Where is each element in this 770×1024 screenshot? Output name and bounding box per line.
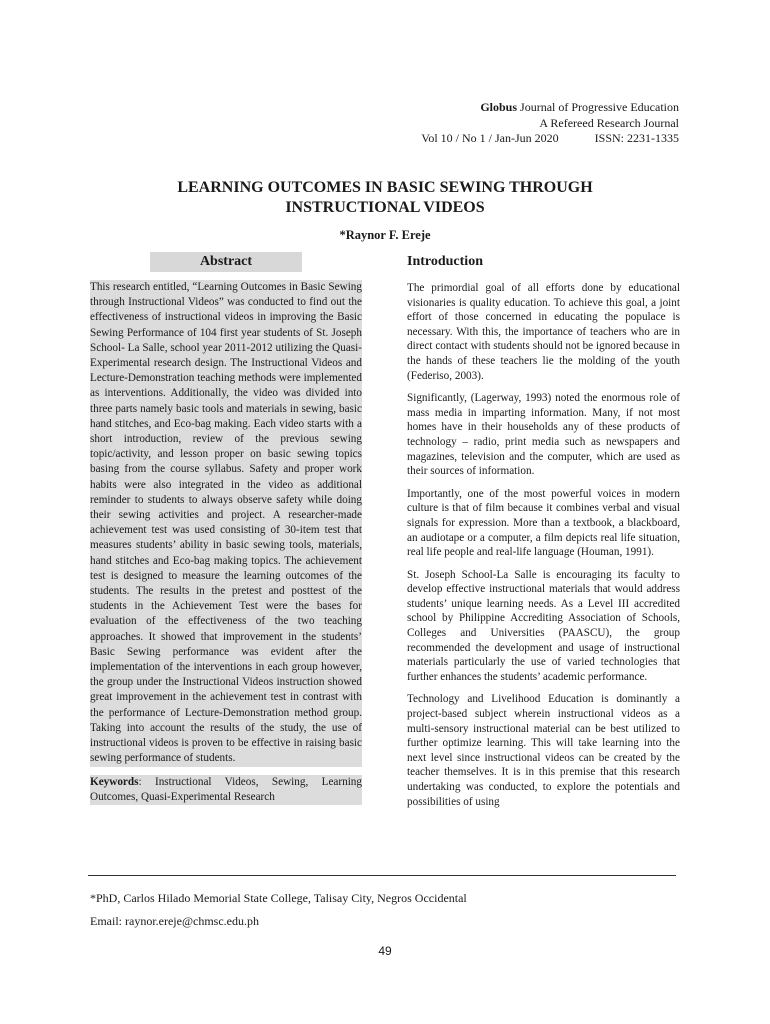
intro-paragraph: St. Joseph School-La Salle is encouraging its faculty to develop effective instructional materials that would address students’ unique learning needs. As a Level III accredited school by Philippine Accrediting Association of Schools, Colleges and Universities (PAASCU), the group recommended the development and usage of instructional materials particularly the use of varied technologies that further enhances the students’ academic performance. bbox=[407, 568, 680, 683]
introduction-heading: Introduction bbox=[407, 254, 483, 269]
abstract-text: This research entitled, “Learning Outcomes in Basic Sewing through Instructional Videos” was conducted to find out the effectiveness of instructional videos in improving the Basic Sewing Performance of 104 first year students of St. Joseph School- La Salle, school year 2011-2012 utilizing the Quasi-Experimental research design. The Instructional Videos and Lecture-Demonstration teaching methods were implemented as interventions. Additionally, the video was divided into three parts namely basic tools and materials in sewing, basic hand stitches, and Eco-bag making. Each video starts with a short introduction, review of the previous sewing topic/activity, and lesson proper on basic sewing topics basing from the course syllabus. Safety and proper work habits were also integrated in the video as additional reminder to students to always observe safety while doing their sewing activities and project. A researcher-made achievement test was used consisting of 30-item test that measures students’ ability in basic sewing tools, materials, hand stitches and Eco-bag making topics. The achievement test is designed to measure the learning outcomes of the students. The results in the pretest and posttest of the students in the Achievement Test were the bases for evaluation of the effectiveness of the two teaching approaches. It showed that improvement in the students’ Basic Sewing performance was evident after the implementation of the interventions in each group however, the group under the Instructional Videos instruction showed great improvement in the achievement test in contrast with the performance of Lecture-Demonstration method group. Taking into account the results of the study, the use of instructional videos is proven to be effective in raising basic sewing performance of students. bbox=[90, 280, 362, 767]
volume-line: Vol 10 / No 1 / Jan-Jun 2020 ISSN: 2231-1335 bbox=[421, 131, 679, 145]
introduction-column bbox=[407, 252, 680, 817]
journal-header bbox=[421, 100, 679, 147]
keywords: Keywords: Instructional Videos, Sewing, Learning Outcomes, Quasi-Experimental Research bbox=[90, 775, 362, 805]
footnote-email: Email: raynor.ereje@chmsc.edu.ph bbox=[90, 914, 259, 928]
paper-title: LEARNING OUTCOMES IN BASIC SEWING THROUGH INSTRUCTIONAL VIDEOS bbox=[177, 179, 593, 216]
journal-name: Globus Journal of Progressive Education bbox=[480, 100, 679, 114]
refereed-line: A Refereed Research Journal bbox=[539, 115, 679, 130]
page-number: 49 bbox=[378, 944, 392, 958]
abstract-heading: Abstract bbox=[150, 252, 302, 272]
footnote-affiliation: *PhD, Carlos Hilado Memorial State College, Talisay City, Negros Occidental bbox=[90, 891, 467, 905]
abstract-column bbox=[90, 252, 362, 805]
intro-paragraph: The primordial goal of all efforts done by educational visionaries is quality education. To achieve this goal, a joint effort of those concerned in educating the populace is necessary. With this, the importance of teachers who are in direct contact with students should not be ignored because in the hands of these teachers lie the molding of the youth (Federiso, 2003). bbox=[407, 282, 680, 382]
issn: ISSN: 2231-1335 bbox=[594, 131, 679, 145]
intro-paragraph: Significantly, (Lagerway, 1993) noted the enormous role of mass media in imparting information. Many, if not most homes have in their households any of these products of technology – radio, print media such as newspapers and magazines, television and the computer, which are used as their sources of information. bbox=[407, 392, 680, 478]
footnote-divider bbox=[88, 875, 676, 876]
intro-paragraph: Technology and Livelihood Education is dominantly a project-based subject wherein instructional videos as a multi-sensory instructional material can be best utilized to further optimize learning. This will take learning into the next level since instructional videos can be created by the teacher themselves. It is in this premise that this research undertaking was conducted, to explore the potentials and possibilities of using bbox=[407, 693, 680, 808]
author: *Raynor F. Ereje bbox=[339, 228, 431, 242]
intro-paragraph: Importantly, one of the most powerful voices in modern culture is that of film because it combines verbal and visual signals for expression. More than a textbook, a blackboard, an audiotape or a computer, a film depicts real life situation, real life people and real-life language (Houman, 1991). bbox=[407, 487, 680, 559]
